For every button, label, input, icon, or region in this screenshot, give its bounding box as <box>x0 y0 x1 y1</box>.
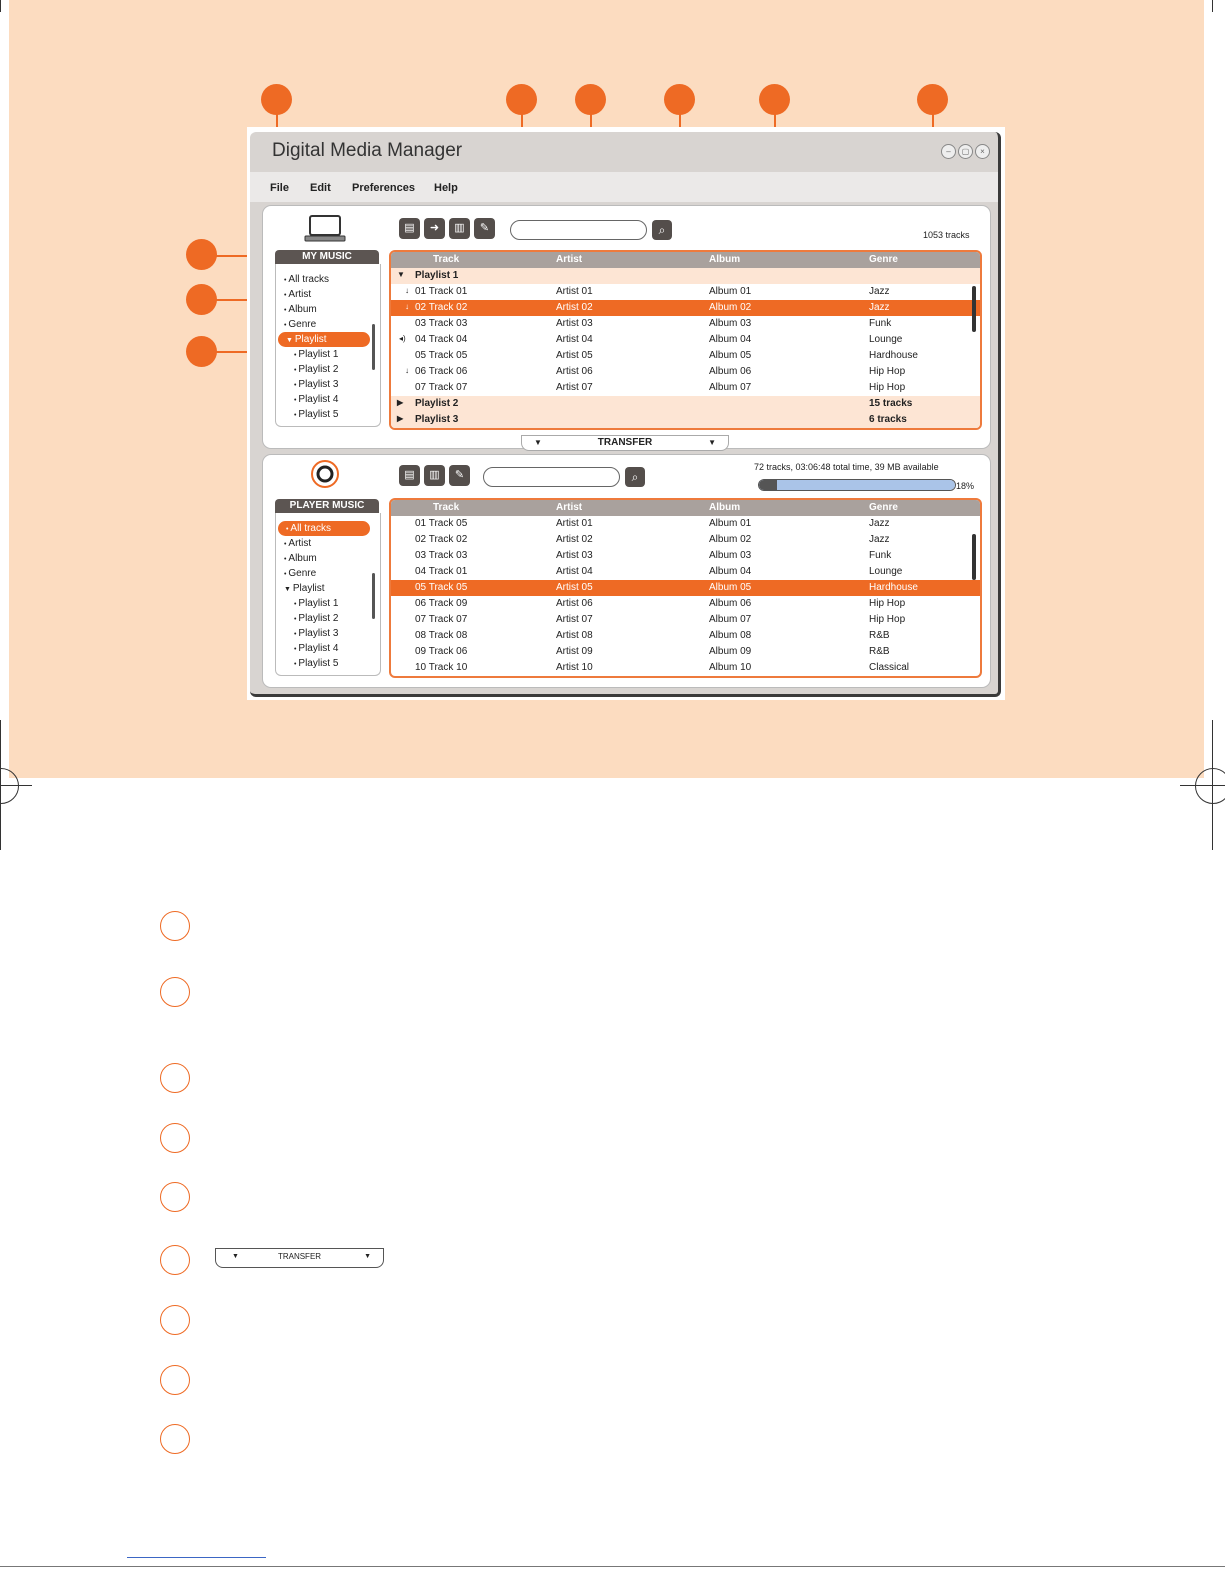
scrollbar-thumb[interactable] <box>372 573 375 619</box>
sidebar-item-label: Playlist <box>292 583 325 594</box>
sidebar-item[interactable] <box>276 362 380 377</box>
sidebar-item[interactable] <box>278 521 370 536</box>
cell-album: Album 10 <box>709 662 752 673</box>
my-music-section <box>262 205 991 449</box>
sidebar-item[interactable] <box>276 581 380 596</box>
cell-genre: R&B <box>869 646 890 657</box>
legend-marker <box>160 1305 190 1335</box>
cell-track: 07 Track 07 <box>415 614 468 625</box>
sidebar-item[interactable] <box>276 566 380 581</box>
player-music-table <box>389 498 982 678</box>
cell-track: 02 Track 02 <box>415 534 468 545</box>
table-row[interactable] <box>391 516 980 532</box>
callout-marker <box>917 84 948 115</box>
bullet-icon: • <box>294 367 299 374</box>
cell-album: Album 05 <box>709 582 752 593</box>
legend-marker <box>160 1182 190 1212</box>
cell-album: Album 06 <box>709 598 752 609</box>
cell-track: 04 Track 04 <box>415 334 468 345</box>
cell-album: Album 08 <box>709 630 752 641</box>
sidebar-item-label: Playlist 3 <box>298 379 339 390</box>
sidebar-item-label: Playlist <box>294 334 327 345</box>
my-music-search-input[interactable] <box>510 220 647 240</box>
table-row[interactable] <box>391 548 980 564</box>
sidebar-item-label: All tracks <box>288 274 329 285</box>
cell-genre: Lounge <box>869 334 903 345</box>
legend-marker <box>160 911 190 941</box>
bullet-icon: • <box>284 307 289 314</box>
cell-artist: Artist 05 <box>556 350 593 361</box>
window-controls <box>941 144 990 159</box>
storage-percent: 18% <box>956 481 975 491</box>
table-row[interactable] <box>391 596 980 612</box>
table-row[interactable] <box>391 644 980 660</box>
bullet-icon: • <box>294 616 299 623</box>
cell-track: Playlist 2 <box>415 398 459 409</box>
bullet-icon: • <box>294 382 299 389</box>
cell-genre: Funk <box>869 318 892 329</box>
bullet-icon: • <box>294 352 299 359</box>
cell-album: Album 07 <box>709 382 752 393</box>
cell-genre: Hip Hop <box>869 614 906 625</box>
sidebar-item-label: Album <box>288 553 317 564</box>
bullet-icon: • <box>284 292 289 299</box>
table-row[interactable] <box>391 316 980 332</box>
cell-artist: Artist 09 <box>556 646 593 657</box>
cell-genre: 6 tracks <box>869 414 907 425</box>
cell-track: 06 Track 06 <box>415 366 468 377</box>
sidebar-item[interactable] <box>276 611 380 626</box>
cell-genre: Hardhouse <box>869 582 918 593</box>
cell-album: Album 09 <box>709 646 752 657</box>
column-header[interactable]: Genre <box>869 502 898 513</box>
table-row[interactable] <box>391 332 980 348</box>
sidebar-item-label: Playlist 5 <box>298 658 339 669</box>
bullet-icon: • <box>284 556 289 563</box>
callout-marker <box>575 84 606 115</box>
cell-artist: Artist 04 <box>556 566 593 577</box>
sidebar-scrollbar[interactable] <box>371 272 377 418</box>
callout-marker <box>186 239 217 270</box>
cell-album: Album 04 <box>709 566 752 577</box>
my-music-heading: MY MUSIC <box>275 250 379 264</box>
bullet-icon: • <box>284 541 289 548</box>
cell-artist: Artist 07 <box>556 382 593 393</box>
table-row[interactable] <box>391 660 980 676</box>
download-arrow-icon: ↓ <box>405 366 409 375</box>
search-icon[interactable]: ⌕ <box>652 220 672 240</box>
player-icon <box>310 459 340 489</box>
cell-track: 05 Track 05 <box>415 582 468 593</box>
cell-artist: Artist 03 <box>556 318 593 329</box>
sidebar-item-label: Playlist 2 <box>298 364 339 375</box>
cell-genre: Classical <box>869 662 910 673</box>
legend-marker <box>160 977 190 1007</box>
bullet-icon: • <box>284 571 289 578</box>
sidebar-item-label: Genre <box>288 319 317 330</box>
cell-track: 04 Track 01 <box>415 566 468 577</box>
callout-marker <box>186 284 217 315</box>
cell-artist: Artist 07 <box>556 614 593 625</box>
track-count: 1053 tracks <box>923 230 970 240</box>
column-header[interactable]: Album <box>709 254 741 265</box>
sidebar-item-label: Artist <box>288 538 312 549</box>
bullet-icon: • <box>294 601 299 608</box>
table-header <box>391 500 980 516</box>
table-row[interactable] <box>391 380 980 396</box>
sidebar-item-label: Playlist 5 <box>298 409 339 420</box>
table-row[interactable] <box>391 532 980 548</box>
table-scrollbar[interactable] <box>972 520 977 672</box>
legend-marker <box>160 1245 190 1275</box>
playlist-group-row[interactable] <box>391 268 980 284</box>
callout-marker <box>186 336 217 367</box>
legend-marker <box>160 1424 190 1454</box>
column-header[interactable]: Genre <box>869 254 898 265</box>
cell-artist: Artist 08 <box>556 630 593 641</box>
bullet-icon: • <box>284 322 289 329</box>
sidebar-item[interactable] <box>276 377 380 392</box>
cell-track: 09 Track 06 <box>415 646 468 657</box>
legend-marker <box>160 1365 190 1395</box>
bullet-icon: • <box>294 661 299 668</box>
sidebar-item[interactable] <box>276 302 380 317</box>
player-status: 72 tracks, 03:06:48 total time, 39 MB available <box>754 462 939 472</box>
storage-progress-bar <box>758 479 956 491</box>
column-header[interactable]: Artist <box>556 254 583 265</box>
cell-artist: Artist 10 <box>556 662 593 673</box>
cell-track: 06 Track 09 <box>415 598 468 609</box>
sidebar-item[interactable] <box>276 272 380 287</box>
chevron-down-icon: ▼ <box>708 438 716 447</box>
cell-album: Album 02 <box>709 534 752 545</box>
transfer-label: TRANSFER <box>597 437 653 448</box>
minimize-button[interactable]: – <box>941 144 956 159</box>
menu-bar <box>250 172 998 202</box>
cell-artist: Artist 06 <box>556 598 593 609</box>
cell-genre: Hip Hop <box>869 382 906 393</box>
app-window <box>247 127 1005 700</box>
cell-genre: Hardhouse <box>869 350 918 361</box>
window-title: Digital Media Manager <box>272 140 463 161</box>
sidebar-item[interactable] <box>276 392 380 407</box>
registration-mark <box>1195 768 1225 804</box>
playlist-group-row[interactable] <box>391 396 980 412</box>
legend-marker <box>160 1063 190 1093</box>
legend-marker <box>160 1123 190 1153</box>
my-music-sidebar <box>275 264 381 427</box>
menu-edit[interactable]: Edit <box>310 182 331 194</box>
sidebar-item-label: Genre <box>288 568 317 579</box>
sidebar-item-label: All tracks <box>290 523 331 534</box>
sidebar-item[interactable] <box>276 347 380 362</box>
cell-track: 03 Track 03 <box>415 318 468 329</box>
window-frame <box>250 132 1001 697</box>
my-music-toolbar <box>399 218 495 239</box>
column-header[interactable]: Artist <box>556 502 583 513</box>
menu-preferences[interactable]: Preferences <box>352 182 415 194</box>
cell-genre: Hip Hop <box>869 366 906 377</box>
table-row[interactable] <box>391 284 980 300</box>
bullet-icon: • <box>286 526 291 533</box>
cell-artist: Artist 02 <box>556 534 593 545</box>
cell-track: 07 Track 07 <box>415 382 468 393</box>
cell-genre: Jazz <box>869 286 890 297</box>
transfer-button[interactable] <box>521 435 729 451</box>
cell-genre: Jazz <box>869 302 890 313</box>
callout-marker <box>664 84 695 115</box>
table-scrollbar[interactable] <box>972 272 977 424</box>
sidebar-item-label: Playlist 4 <box>298 394 339 405</box>
sidebar-item-label: Album <box>288 304 317 315</box>
cell-album: Album 03 <box>709 550 752 561</box>
menu-file[interactable]: File <box>270 182 289 194</box>
callout-marker <box>261 84 292 115</box>
callout-marker <box>506 84 537 115</box>
player-search-input[interactable] <box>483 467 620 487</box>
callout-marker <box>759 84 790 115</box>
delete-button[interactable]: ▥ <box>449 218 470 239</box>
cell-genre: Hip Hop <box>869 598 906 609</box>
bullet-icon: • <box>294 397 299 404</box>
cell-track: 03 Track 03 <box>415 550 468 561</box>
sidebar-item-label: Playlist 1 <box>298 349 339 360</box>
cell-artist: Artist 01 <box>556 518 593 529</box>
player-music-toolbar <box>399 465 470 486</box>
delete-button[interactable]: ▥ <box>424 465 445 486</box>
sidebar-item[interactable] <box>278 332 370 347</box>
cell-track: 10 Track 10 <box>415 662 468 673</box>
chevron-down-icon: ▼ <box>232 1253 239 1260</box>
cell-artist: Artist 04 <box>556 334 593 345</box>
cell-genre: Funk <box>869 550 892 561</box>
cell-album: Album 01 <box>709 518 752 529</box>
sidebar-item-label: Playlist 3 <box>298 628 339 639</box>
download-arrow-icon: ↓ <box>405 286 409 295</box>
cell-album: Album 02 <box>709 302 752 313</box>
sidebar-item[interactable] <box>276 407 380 422</box>
search-icon[interactable]: ⌕ <box>625 467 645 487</box>
cell-artist: Artist 05 <box>556 582 593 593</box>
cell-track: 08 Track 08 <box>415 630 468 641</box>
column-header[interactable]: Album <box>709 502 741 513</box>
table-row[interactable] <box>391 580 980 596</box>
cell-artist: Artist 02 <box>556 302 593 313</box>
table-header <box>391 252 980 268</box>
triangle-down-icon[interactable]: ▼ <box>397 270 405 279</box>
cell-genre: Jazz <box>869 534 890 545</box>
crop-mark <box>0 0 1 12</box>
scrollbar-thumb[interactable] <box>372 324 375 370</box>
cell-track: Playlist 3 <box>415 414 459 425</box>
triangle-down-icon: ▼ <box>284 586 293 593</box>
sidebar-item-label: Artist <box>288 289 312 300</box>
player-music-heading: PLAYER MUSIC <box>275 499 379 513</box>
cell-genre: R&B <box>869 630 890 641</box>
triangle-right-icon[interactable]: ▶ <box>397 414 404 423</box>
chevron-down-icon: ▼ <box>364 1253 371 1260</box>
playlist-group-row[interactable] <box>391 412 980 428</box>
cell-track: 05 Track 05 <box>415 350 468 361</box>
cell-track: 01 Track 01 <box>415 286 468 297</box>
cell-track: Playlist 1 <box>415 270 459 281</box>
column-header[interactable]: Track <box>433 254 460 265</box>
table-row[interactable] <box>391 628 980 644</box>
close-button[interactable]: × <box>975 144 990 159</box>
sidebar-item[interactable] <box>276 536 380 551</box>
add-file-button[interactable]: ▤ <box>399 218 420 239</box>
sidebar-item[interactable] <box>276 641 380 656</box>
sidebar-scrollbar[interactable] <box>371 521 377 667</box>
cell-album: Album 07 <box>709 614 752 625</box>
add-file-button[interactable]: ▤ <box>399 465 420 486</box>
sidebar-item-label: Playlist 2 <box>298 613 339 624</box>
bullet-icon: • <box>294 412 299 419</box>
triangle-down-icon: ▼ <box>286 337 295 344</box>
export-button[interactable]: ➜ <box>424 218 445 239</box>
cell-genre: Lounge <box>869 566 903 577</box>
computer-icon <box>303 214 347 244</box>
my-music-table <box>389 250 982 430</box>
cell-track: 02 Track 02 <box>415 302 468 313</box>
bullet-icon: • <box>284 277 289 284</box>
storage-progress-fill <box>759 480 955 490</box>
cell-album: Album 06 <box>709 366 752 377</box>
cell-album: Album 05 <box>709 350 752 361</box>
column-header[interactable]: Track <box>433 502 460 513</box>
sidebar-item[interactable] <box>276 656 380 671</box>
chevron-down-icon: ▼ <box>534 438 542 447</box>
legend-transfer-button <box>215 1248 384 1268</box>
table-row[interactable] <box>391 564 980 580</box>
bullet-icon: • <box>294 646 299 653</box>
footer-link-underline <box>127 1557 266 1558</box>
edit-button[interactable]: ✎ <box>449 465 470 486</box>
cell-genre: Jazz <box>869 518 890 529</box>
menu-help[interactable]: Help <box>434 182 458 194</box>
table-row[interactable] <box>391 348 980 364</box>
storage-progress-used <box>759 480 777 490</box>
sidebar-item[interactable] <box>276 551 380 566</box>
edit-button[interactable]: ✎ <box>474 218 495 239</box>
sidebar-item-label: Playlist 1 <box>298 598 339 609</box>
page-bottom-rule <box>0 1566 1225 1567</box>
cell-artist: Artist 06 <box>556 366 593 377</box>
cell-artist: Artist 01 <box>556 286 593 297</box>
cell-album: Album 03 <box>709 318 752 329</box>
table-row[interactable] <box>391 612 980 628</box>
maximize-button[interactable]: ▢ <box>958 144 973 159</box>
cell-album: Album 01 <box>709 286 752 297</box>
player-music-sidebar <box>275 513 381 676</box>
crop-mark <box>1212 0 1213 12</box>
sidebar-item[interactable] <box>276 287 380 302</box>
sidebar-item-label: Playlist 4 <box>298 643 339 654</box>
cell-album: Album 04 <box>709 334 752 345</box>
sidebar-item[interactable] <box>276 317 380 332</box>
scrollbar-thumb[interactable] <box>972 286 976 332</box>
triangle-right-icon[interactable]: ▶ <box>397 398 404 407</box>
table-row[interactable] <box>391 300 980 316</box>
bullet-icon: • <box>294 631 299 638</box>
sidebar-item[interactable] <box>276 596 380 611</box>
scrollbar-thumb[interactable] <box>972 534 976 580</box>
legend-transfer-label: TRANSFER <box>277 1252 322 1261</box>
table-row[interactable] <box>391 364 980 380</box>
cell-genre: 15 tracks <box>869 398 913 409</box>
sidebar-item[interactable] <box>276 626 380 641</box>
cell-artist: Artist 03 <box>556 550 593 561</box>
download-arrow-icon: ↓ <box>405 302 409 311</box>
cell-track: 01 Track 05 <box>415 518 468 529</box>
speaker-icon: ◂) <box>399 334 406 343</box>
